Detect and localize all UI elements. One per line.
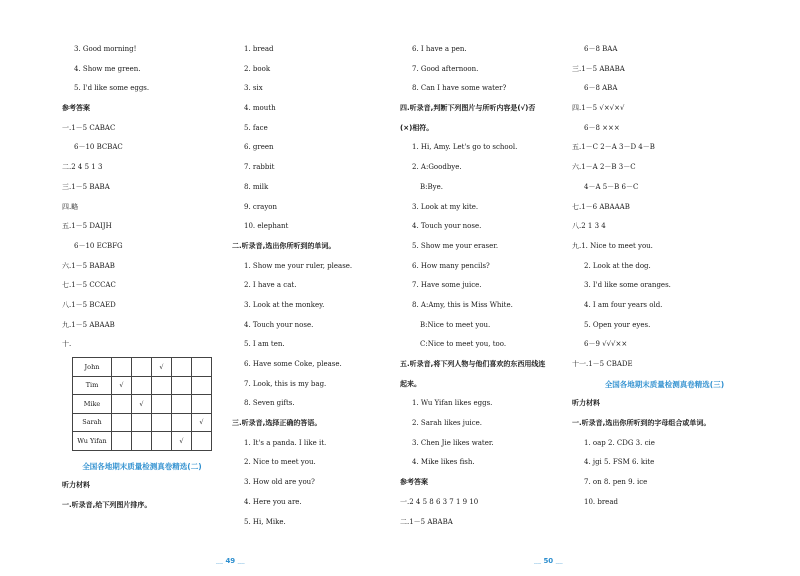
table-cell xyxy=(132,413,152,432)
table-cell-name: Sarah xyxy=(73,413,112,432)
table-cell xyxy=(132,376,152,395)
question-heading: 一.听录音,给下列图片排序。 xyxy=(62,500,152,509)
answer-line: 三.1－5 BABA xyxy=(62,182,110,191)
answer-line: 四.略 xyxy=(62,202,79,211)
text-line: 9. crayon xyxy=(244,202,278,211)
page-number-left xyxy=(216,556,245,566)
table-cell xyxy=(192,376,212,395)
answer-line: 五.1－C 2－A 3－D 4－B xyxy=(572,143,655,152)
text-line: 4. Touch your nose. xyxy=(412,222,482,231)
text-line: 6. Have some Coke, please. xyxy=(244,360,342,368)
table-cell xyxy=(192,395,212,414)
column-3 xyxy=(400,40,560,532)
text-line: 4. Here you are. xyxy=(244,497,302,506)
text-line: 5. Hi, Mike. xyxy=(244,517,286,526)
text-line: 2. I have a cat. xyxy=(244,281,297,290)
text-line: 1. It's a panda. I like it. xyxy=(244,438,327,447)
table-row xyxy=(73,395,212,414)
table-cell xyxy=(192,432,212,451)
text-line: 1. oap 2. CDG 3. cie xyxy=(584,438,655,447)
page-number-right xyxy=(534,556,563,566)
question-heading: 三.听录音,选择正确的答语。 xyxy=(232,419,322,428)
answer-line: 十. xyxy=(62,340,72,349)
question-heading: 五.听录音,将下列人物与他们喜欢的东西用线连 xyxy=(400,360,546,368)
table-cell xyxy=(112,432,132,451)
answer-line: 七.1－6 ABAAAB xyxy=(572,202,630,211)
text-line: 6. green xyxy=(244,143,274,152)
page-number-text: 49 xyxy=(225,557,236,565)
question-heading: 四.听录音,判断下列图片与所听内容是(√)否 xyxy=(400,104,536,113)
answer-line: 九.1－5 ABAAB xyxy=(62,320,115,329)
text-line: 6. How many pencils? xyxy=(412,261,490,270)
table-cell xyxy=(152,432,172,451)
text-line: 1. Wu Yifan likes eggs. xyxy=(412,399,493,408)
answer-line: 七.1－5 CCCAC xyxy=(62,281,116,290)
text-line: 5. I'd like some eggs. xyxy=(74,84,150,93)
answer-line: 6－8 ABA xyxy=(584,84,618,93)
answer-line: 6－8 BAA xyxy=(584,45,618,53)
table-cell xyxy=(112,358,132,377)
table-cell xyxy=(152,395,172,414)
answer-line: 6－10 BCBAC xyxy=(74,143,123,152)
answer-table xyxy=(72,357,212,451)
table-cell xyxy=(152,376,172,395)
text-line: 8. Can I have some water? xyxy=(412,84,507,93)
text-line: 3. Look at my kite. xyxy=(412,202,479,211)
table-cell-name: Mike xyxy=(73,395,112,414)
text-line: 2. book xyxy=(244,64,271,73)
table-cell-name: John xyxy=(73,358,112,377)
table-cell xyxy=(132,358,152,377)
answer-line: 6－10 ECBFG xyxy=(74,241,123,250)
text-line: 2. Nice to meet you. xyxy=(244,458,316,467)
table-cell xyxy=(112,395,132,414)
table-cell: √ xyxy=(112,376,132,395)
text-line: 3. Good morning! xyxy=(74,45,137,53)
table-row xyxy=(73,432,212,451)
table-cell xyxy=(152,413,172,432)
text-line: 10. bread xyxy=(584,497,618,506)
wave-ornament-icon: ﹏ xyxy=(216,557,223,565)
text-line: 6. I have a pen. xyxy=(412,45,467,53)
answer-line: 五.1－5 DAIJH xyxy=(62,222,112,231)
text-line: 10. elephant xyxy=(244,222,289,231)
answer-heading: 参考答案 xyxy=(62,104,90,113)
table-cell xyxy=(172,395,192,414)
text-line: 7. rabbit xyxy=(244,163,275,172)
question-heading: 二.听录音,选出你所听到的单词。 xyxy=(232,241,336,250)
text-line: 3. six xyxy=(244,84,263,93)
answer-line: 六.1－5 BABAB xyxy=(62,261,115,270)
text-line: 8. milk xyxy=(244,182,269,191)
wave-ornament-icon: ﹏ xyxy=(555,557,563,565)
text-line: 4. mouth xyxy=(244,104,276,113)
text-line: 2. A:Goodbye. xyxy=(412,163,462,172)
answer-line: 四.1－5 √×√×√ xyxy=(572,104,625,113)
answer-line: 3. I'd like some oranges. xyxy=(584,281,671,290)
text-line: 5. I am ten. xyxy=(244,340,285,349)
table-row xyxy=(73,413,212,432)
answer-line: 三.1－5 ABABA xyxy=(572,64,625,73)
table-cell: √ xyxy=(192,413,212,432)
question-heading: 起来。 xyxy=(400,379,421,388)
table-cell xyxy=(172,376,192,395)
text-line: B:Nice to meet you. xyxy=(420,320,491,329)
text-line: 4. jgi 5. FSM 6. kite xyxy=(584,458,655,467)
wave-ornament-icon: ﹏ xyxy=(237,557,245,565)
text-line: 4. Touch your nose. xyxy=(244,320,314,329)
table-cell xyxy=(172,413,192,432)
table-cell xyxy=(132,432,152,451)
wave-ornament-icon: ﹏ xyxy=(534,557,541,565)
question-heading: (×)相符。 xyxy=(400,123,434,132)
text-line: 7. Look, this is my bag. xyxy=(244,379,327,388)
text-line: 7. on 8. pen 9. ice xyxy=(584,478,648,487)
table-cell xyxy=(172,358,192,377)
listening-heading: 听力材料 xyxy=(62,481,90,490)
question-heading: 一.听录音,选出你所听到的字母组合或单词。 xyxy=(572,419,711,428)
answer-line: 4. I am four years old. xyxy=(584,300,663,309)
answer-line: 九.1. Nice to meet you. xyxy=(572,241,653,250)
column-1 xyxy=(62,40,222,516)
text-line: C:Nice to meet you, too. xyxy=(420,340,507,349)
text-line: 3. Look at the monkey. xyxy=(244,300,325,309)
answer-line: 一.1－5 CABAC xyxy=(62,123,116,132)
text-line: 3. Chen Jie likes water. xyxy=(412,438,494,447)
answer-line: 二.1－5 ABABA xyxy=(400,517,453,526)
listening-heading: 听力材料 xyxy=(572,399,600,408)
answer-line: 一.2 4 5 8 6 3 7 1 9 10 xyxy=(400,497,479,506)
text-line: B:Bye. xyxy=(420,182,443,191)
table-cell xyxy=(192,358,212,377)
answer-heading: 参考答案 xyxy=(400,478,428,487)
table-cell-name: Tim xyxy=(73,376,112,395)
answer-line: 5. Open your eyes. xyxy=(584,320,651,329)
text-line: 1. bread xyxy=(244,45,274,53)
text-line: 4. Mike likes fish. xyxy=(412,458,475,467)
text-line: 2. Sarah likes juice. xyxy=(412,419,483,428)
answer-line: 4－A 5－B 6－C xyxy=(584,182,639,191)
table-cell: √ xyxy=(152,358,172,377)
text-line: 1. Show me your ruler, please. xyxy=(244,261,353,270)
table-cell: √ xyxy=(172,432,192,451)
table-cell-name: Wu Yifan xyxy=(73,432,112,451)
answer-line: 六.1－A 2－B 3－C xyxy=(572,163,636,172)
table-row xyxy=(73,376,212,395)
column-4 xyxy=(572,40,757,513)
table-cell xyxy=(112,413,132,432)
page-number-text: 50 xyxy=(543,557,554,565)
text-line: 5. face xyxy=(244,123,268,132)
text-line: 5. Show me your eraser. xyxy=(412,241,499,250)
table-row xyxy=(73,358,212,377)
text-line: 8. A:Amy, this is Miss White. xyxy=(412,300,513,309)
text-line: 4. Show me green. xyxy=(74,64,141,73)
text-line: 3. How old are you? xyxy=(244,478,315,487)
table-cell: √ xyxy=(132,395,152,414)
answer-line: 6－9 √√√×× xyxy=(584,340,628,349)
text-line: 8. Seven gifts. xyxy=(244,399,295,408)
answer-line: 八.2 1 3 4 xyxy=(572,222,606,231)
answer-line: 十一.1－5 CBADE xyxy=(572,360,633,368)
text-line: 7. Good afternoon. xyxy=(412,64,479,73)
answer-line: 八.1－5 BCAED xyxy=(62,300,116,309)
section-title: 全国各地期末质量检测真卷精选(二) xyxy=(82,461,202,471)
column-2 xyxy=(232,40,392,532)
answer-line: 6－8 ××× xyxy=(584,123,620,132)
section-title: 全国各地期末质量检测真卷精选(三) xyxy=(604,379,725,389)
text-line: 1. Hi, Amy. Let's go to school. xyxy=(412,143,518,152)
answer-line: 二.2 4 5 1 3 xyxy=(62,163,103,172)
answer-line: 2. Look at the dog. xyxy=(584,261,651,270)
text-line: 7. Have some juice. xyxy=(412,281,482,290)
